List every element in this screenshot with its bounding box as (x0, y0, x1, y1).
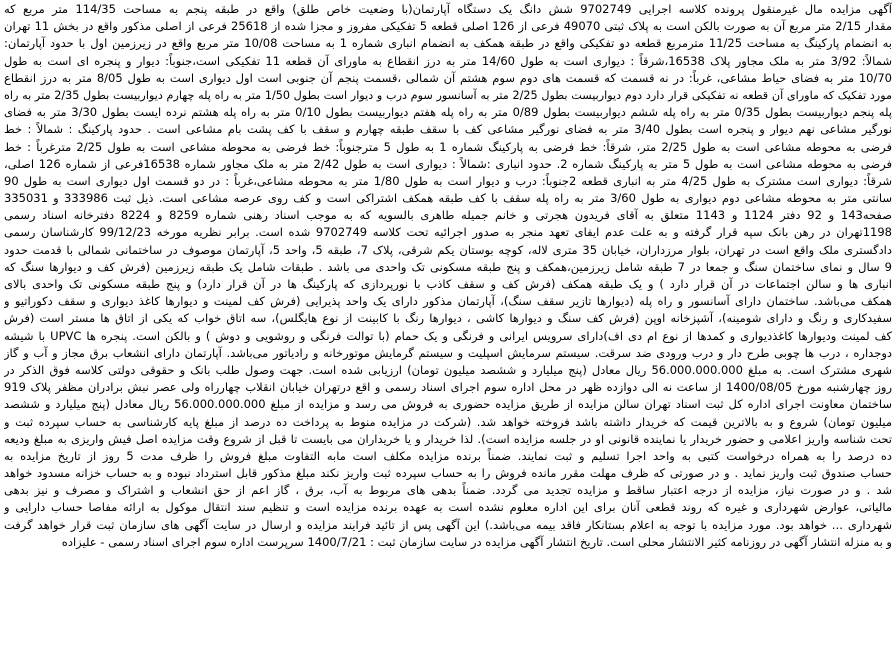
notice-line: پله پنجم دیواربیست بطول 0/35 متر به راه پله ششم دیواربیست بطول 0/89 متر به راه پله هفتم دیواربیست بطول 0/10 متر به راه پله هشتم نرده ایست بطول 3/30 متر به فضای (4, 105, 892, 120)
notice-line: میلیون تومان) شروع و به بالاترین قیمت که خریدار داشته باشد فروخته خواهد شد. (شرکت در مزایده منوط به پرداخت ده درصد از مبلغ پایه کارشناسی به حساب سپرده ثبت و (4, 414, 892, 429)
notice-line: حساب صندوق ثبت واریز نماید . و در صورتی که ظرف مهلت مقرر مانده فروش را به حساب سپرده ثبت واریز نکند مبلغ مذکور قابل استرداد نبوده و به حساب خزانه مسدود خواهد (4, 466, 892, 481)
notice-line: فرضی به محوطه مشاعی است به طول 5 متر به پارکینگ شماره 2. حدود انباری :شمالاً : دیواری است به طول 2/42 متر به ملک مجاور شماره 16538فرعی از شماره 126 اصلی، (4, 156, 892, 171)
notice-line: و به منزله انتشار آگهی در روزنامه کثیر الانتشار محلی است. تاریخ انتشار آگهی مزایده در سایت سازمان ثبت : 1400/7/21 سرپرست اداره سوم اجرای اسناد رسمی - علیزاده (61, 534, 892, 549)
notice-line: ساختمان معاونت اجرای اداره کل ثبت اسناد تهران سالن مزایده از طریق مزایده حضوری به فروش می رسد و مزایده از مبلغ 56.000.000.000 ریال معادل (پنج میلیارد و ششصد (4, 397, 892, 412)
notice-line: تحت شناسه واریز اعلامی و حضور خریدار یا نماینده قانونی او در جلسه مزایده است). لذا خریدار و یا خریداران می بایست تا قبل از شروع وقت مزایده اصل فیش واریزی به مبلغ ودیعه (4, 431, 892, 446)
notice-line: شهری مشترک است. به مبلغ 56.000.000.000 ریال معادل (پنج میلیارد و ششصد میلیون تومان) ارزیابی شده است. جهت وصول طلب بانک و حقوقی دولتی کلاسه فوق الذکر در (4, 362, 892, 377)
notice-line: شرقاً: دیواری است مشترک به طول 4/25 متر به انباری قطعه 2جنوباً: درب و دیوار است به طول 1/80 متر به محوطه مشاعی،غرباً : در دو قسمت اول دیواری است به طول 90 (4, 173, 892, 188)
notice-line: به انضمام پارکینگ به مساحت 11/25 مترمربع قطعه دو تفکیکی واقع در طبقه همکف به انضمام انباری شماره 1 به مساحت 10/08 متر مربع واقع در زیرزمین اول با حدود آپارتمان: (4, 36, 892, 51)
notice-line: آگهی مزایده مال غیرمنقول پرونده کلاسه اجرایی 9702749 شش دانگ یک دستگاه آپارتمان(با وضعیت خاص طلق) واقع در طبقه پنجم به مساحت 114/35 متر مربع که (4, 2, 892, 16)
notice-line: ده درصد را به همراه درخواست کتبی به واحد اجرا تسلیم و ثبت نمایند. ضمناً برنده مزایده مکلف است مابه التفاوت مبلغ فروش را ظرف مدت 5 روز از تاریخ مزایده به (4, 448, 892, 463)
notice-line: انباری ها و سالن اجتماعات در آن قرار دارد ) و یک طبقه همکف (فرش کف و سقف کاذب با نورپردازی که پارکینگ ها در آن قرار دارد) و پنج طبقه مسکونی تک واحدی بالای (4, 277, 892, 291)
notice-line: شمالاً: 3/92 متر به ملک مجاور پلاک 16538،شرقاً : دیواری است به طول 14/60 متر به درز انقطاع به ماورای آن قطعه 11 تفکیکی است،جنوباً: دیوار و پنجره ای است به طول (4, 53, 892, 68)
notice-text-block (4, 1, 892, 551)
notice-line: مقدار 2/15 متر مربع آن به صورت بالکن است به پلاک ثبتی 49070 فرعی از 126 اصلی قطعه 5 تفکیکی مفروز و مجزا شده از 25618 فرعی از اصلی مذکور واقع در بخش 11 تهران (4, 19, 892, 34)
notice-line: همکف می‌باشد. ساختمان دارای آسانسور و راه پله (دیوارها تازیر سقف سنگ)، آپارتمان مذکور دارای یک واحد پذیرایی (فرش کف لمینت و دیوارها کاغذ دیواری و سقف دکوراتیو و (4, 294, 892, 309)
notice-line: سفیدکاری و رنگ و دارای شومینه)، آشپزخانه اوپن (فرش کف سنگ و دیوارها کاشی ، دیوارها رنگ با کابینت از نوع هایگلس)، سه اتاق خواب که یکی از اتاق ها مستر است (فرش (4, 311, 892, 326)
notice-line: شهرداری ... خواهد بود. مورد مزایده با توجه به اعلام بستانکار فاقد بیمه می‌باشد.) این آگهی پس از تائید فرایند مزایده و ارسال در سایت آگهی های سازمان ثبت قرار خواهد گرفت (4, 517, 892, 532)
notice-line: کف لمینت ودیوارها کاغذدیواری و کمدها از نوع ام دی اف)دارای سرویس ایرانی و فرنگی و یک حمام (با توالت فرنگی و روشویی و دوش ) و بالکن است. پنجره ها UPVC با شیشه (4, 328, 892, 343)
notice-line: 10/70 متر به فضای حیاط مشاعی، غرباً: در نه قسمت که قسمت های دوم سوم هشتم آن شمالی ،قسمت پنجم آن جنوبی است اول دیواری است به طول 8/05 متر به درز انقطاع (4, 70, 892, 85)
notice-line: مورد تفکیک که ماورای آن قطعه نه تفکیکی قرار دارد دوم دیواربیست بطول 2/25 متر به آسانسور سوم درب و دیوار است بطول 1/50 متر به راه پله چهارم دیواربیست بطول 2/35 متر به راه (4, 88, 892, 102)
notice-line: دوجداره ، درب ها چوبی طرح دار و درب ورودی ضد سرقت. سیستم سرمایش اسپلیت و سیستم گرمایش موتورخانه و رادیاتور می‌باشد. آپارتمان دارای انشعاب برق مجاز و آب و گاز (4, 345, 892, 360)
notice-line: مالیاتی، عوارض شهرداری و غیره که روند قطعی آنان برای این اداره معلوم نشده است به عهده برنده مزایده است و تنظیم سند انتقال موکول به ارائه مفاصا حساب دارایی و (4, 500, 892, 515)
notice-line: سانتی متر به محوطه مشاعی دوم دیواری به طول 3/60 متر به راه پله سقف با کف طبقه همکف اشتراکی است و کف روی عرصه مشاعی است. ذیل ثبت 333986 و 335031 (4, 191, 892, 206)
notice-line: نورگیر مشاعی نهم دیوار و پنجره است بطول 3/40 متر به فضای نورگیر مشاعی کف با سقف طبقه چهارم و سقف با کف پشت بام مشاعی است . حدود پارکینگ : شمالاً : خط (4, 122, 892, 137)
notice-line: فرضی به محوطه مشاعی است به طول 2/25 متر، شرقاً: خط فرضی به پارکینگ شماره 1 به طول 5 مترجنوباً: خط فرضی به محوطه مشاعی است به طول 2/25 مترغرباً : خط (4, 139, 892, 154)
notice-line: شد . و در صورت نیاز، مزایده از درجه اعتبار ساقط و مزایده تجدید می گردد. ضمناً بدهی های مربوط به آب، برق ، گاز اعم از حق انشعاب و اشتراک و مصرف و نیز بدهی (4, 483, 892, 498)
notice-line: 9 سال و نمای ساختمان سنگ و جمعا در 7 طبقه شامل زیرزمین،همکف و پنج طبقه مسکونی تک واحدی می باشد . طبقات شامل یک طبقه زیرزمین (فرش کف و دیوارها سنگ که (4, 259, 892, 274)
notice-line: روز چهارشنبه مورخ 1400/08/05 از ساعت نه الی دوازده ظهر در محل اداره سوم اجرای اسناد رسمی و اقع درتهران خیابان انقلاب چهارراه ولی عصر نبش برادران مظفر پلاک 919 (4, 380, 892, 395)
notice-line: 1198تهران در رهن بانک سپه قرار گرفته و به علت عدم ایفای تعهد منجر به صدور اجرائیه تحت کلاسه 9702749 شده است. برابر نظریه مورخه 99/12/23 کارشناسان رسمی (4, 225, 892, 240)
notice-line: صفحه143 و 92 دفتر 1124 و 1143 متعلق به آقای فریدون هجرتی و خانم جمیله طاهری بالسویه که به موجب اسناد رهنی شماره 8259 و 8224 دفترخانه اسناد رسمی (4, 208, 892, 223)
notice-line: دادگستری ملک واقع است در تهران، بلوار مرزداران، خیابان 35 متری لاله، کوچه بوستان یکم شرقی، پلاک 7، طبقه 5، واحد 5، آپارتمان موصوف در ساختمانی شمالی با قدمت حدود (4, 242, 892, 257)
